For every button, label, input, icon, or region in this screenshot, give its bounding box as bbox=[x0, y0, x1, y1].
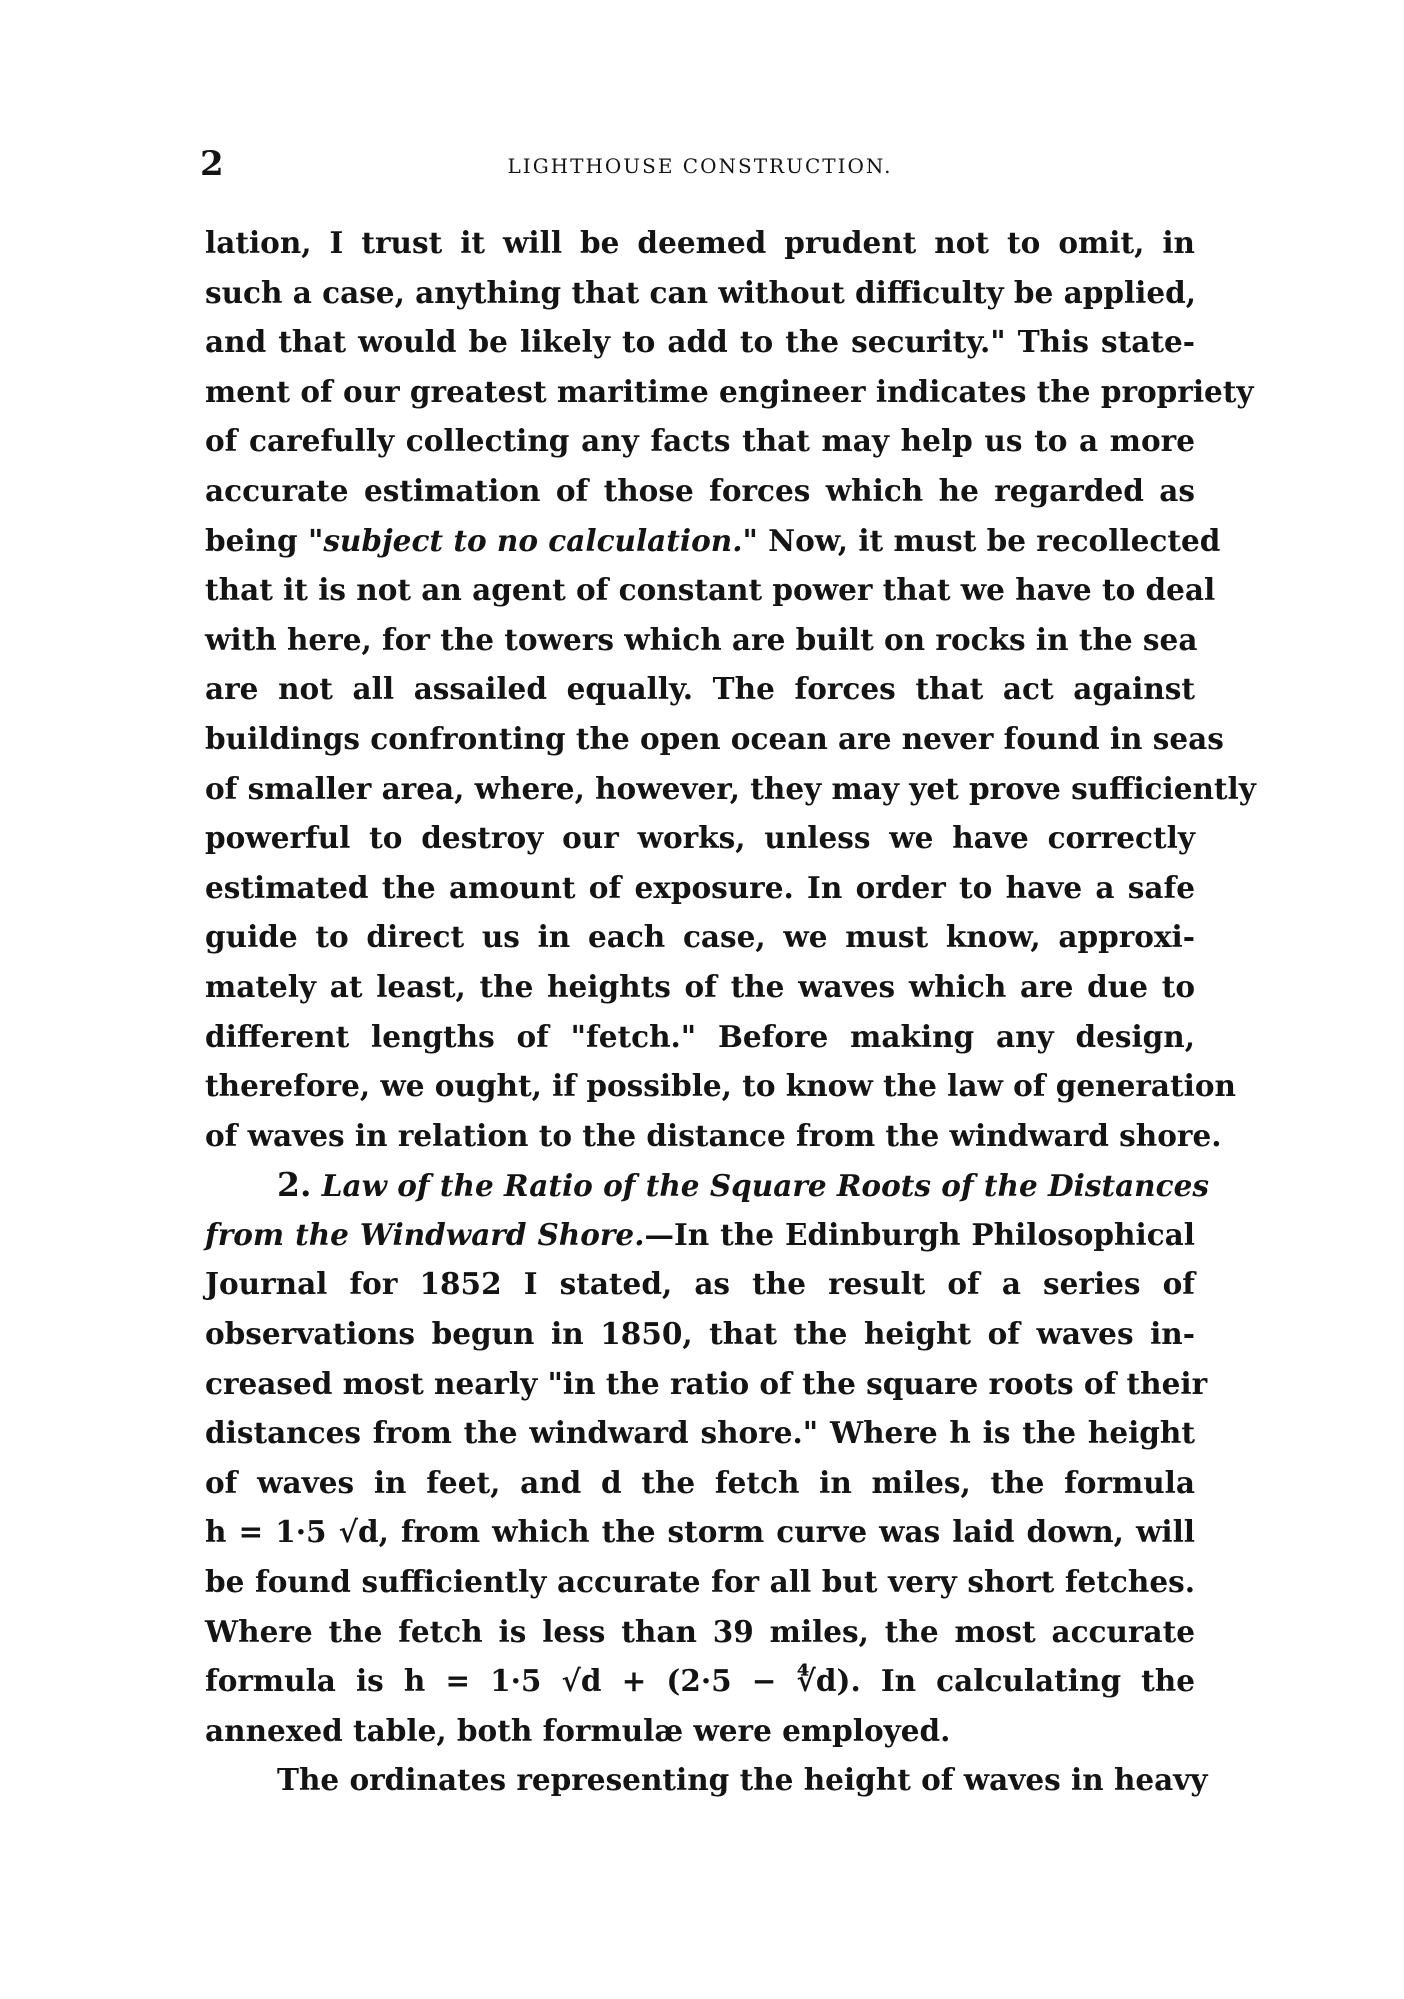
formula-line: formula is h = 1·5 √d + (2·5 − ∜d). In calculating the bbox=[205, 1663, 1195, 1699]
text-line: lation, I trust it will be deemed prudent not to omit, in bbox=[205, 225, 1195, 260]
text-line: be found sufficiently accurate for all but very short fetches. bbox=[205, 1564, 1195, 1600]
paragraph-3 bbox=[205, 1755, 1208, 1805]
text-line: different lengths of "fetch." Before making any design, bbox=[205, 1018, 1195, 1054]
formula-line: h = 1·5 √d, from which the storm curve was laid down, will bbox=[205, 1514, 1195, 1550]
text-line: of waves in relation to the distance from the windward shore. bbox=[205, 1117, 1222, 1153]
text-fragment: being " bbox=[205, 522, 324, 558]
section-2 bbox=[205, 1160, 1209, 1755]
text-line bbox=[205, 1210, 1195, 1260]
text-line: distances from the windward shore." Where h is the height bbox=[205, 1415, 1195, 1451]
text-line: with here, for the towers which are built on rocks in the sea bbox=[205, 621, 1198, 657]
text-line: Journal for 1852 I stated, as the result of a series of bbox=[205, 1266, 1195, 1302]
text-line: and that would be likely to add to the security." This state- bbox=[205, 324, 1195, 360]
text-fragment: —In the Edinburgh Philosophical bbox=[644, 1216, 1195, 1252]
section-heading-line bbox=[205, 1160, 1209, 1210]
text-line: of waves in feet, and d the fetch in miles, the formula bbox=[205, 1464, 1195, 1500]
text-line: Where the fetch is less than 39 miles, the most accurate bbox=[205, 1613, 1195, 1649]
section-title: Law of the Ratio of the Square Roots of the Distances bbox=[321, 1168, 1209, 1204]
text-line: creased most nearly "in the ratio of the square roots of their bbox=[205, 1365, 1208, 1401]
text-line: ment of our greatest maritime engineer indicates the propriety bbox=[205, 373, 1254, 409]
page-header bbox=[200, 142, 1200, 186]
body-text bbox=[205, 218, 1256, 1805]
paragraph-1 bbox=[205, 218, 1256, 1160]
text-line: observations begun in 1850, that the height of waves in- bbox=[205, 1316, 1195, 1352]
text-line: are not all assailed equally. The forces that act against bbox=[205, 671, 1195, 707]
section-number: 2. bbox=[277, 1165, 312, 1205]
text-line: mately at least, the heights of the waves which are due to bbox=[205, 968, 1195, 1004]
text-line: estimated the amount of exposure. In order to have a safe bbox=[205, 869, 1195, 905]
text-line: that it is not an agent of constant power that we have to deal bbox=[205, 572, 1216, 608]
text-line: such a case, anything that can without difficulty be applied, bbox=[205, 274, 1197, 310]
text-line: buildings confronting the open ocean are never found in seas bbox=[205, 720, 1224, 756]
section-title-continued: from the Windward Shore. bbox=[205, 1216, 645, 1252]
text-line: of carefully collecting any facts that may help us to a more bbox=[205, 423, 1195, 459]
text-line: therefore, we ought, if possible, to know the law of generation bbox=[205, 1068, 1236, 1104]
running-title: LIGHTHOUSE CONSTRUCTION. bbox=[507, 154, 893, 178]
text-line: accurate estimation of those forces which he regarded as bbox=[205, 472, 1195, 508]
page-number: 2 bbox=[200, 144, 224, 184]
quoted-phrase: subject to no calculation. bbox=[323, 522, 743, 558]
text-fragment: " Now, it must be recollected bbox=[742, 522, 1221, 558]
text-line bbox=[205, 516, 1221, 566]
text-line: guide to direct us in each case, we must know, approxi- bbox=[205, 919, 1195, 955]
text-line: annexed table, both formulæ were employed. bbox=[205, 1712, 951, 1748]
text-line: The ordinates representing the height of waves in heavy bbox=[277, 1762, 1208, 1798]
text-line: of smaller area, where, however, they may yet prove sufficiently bbox=[205, 770, 1256, 806]
text-line: powerful to destroy our works, unless we have correctly bbox=[205, 820, 1195, 856]
